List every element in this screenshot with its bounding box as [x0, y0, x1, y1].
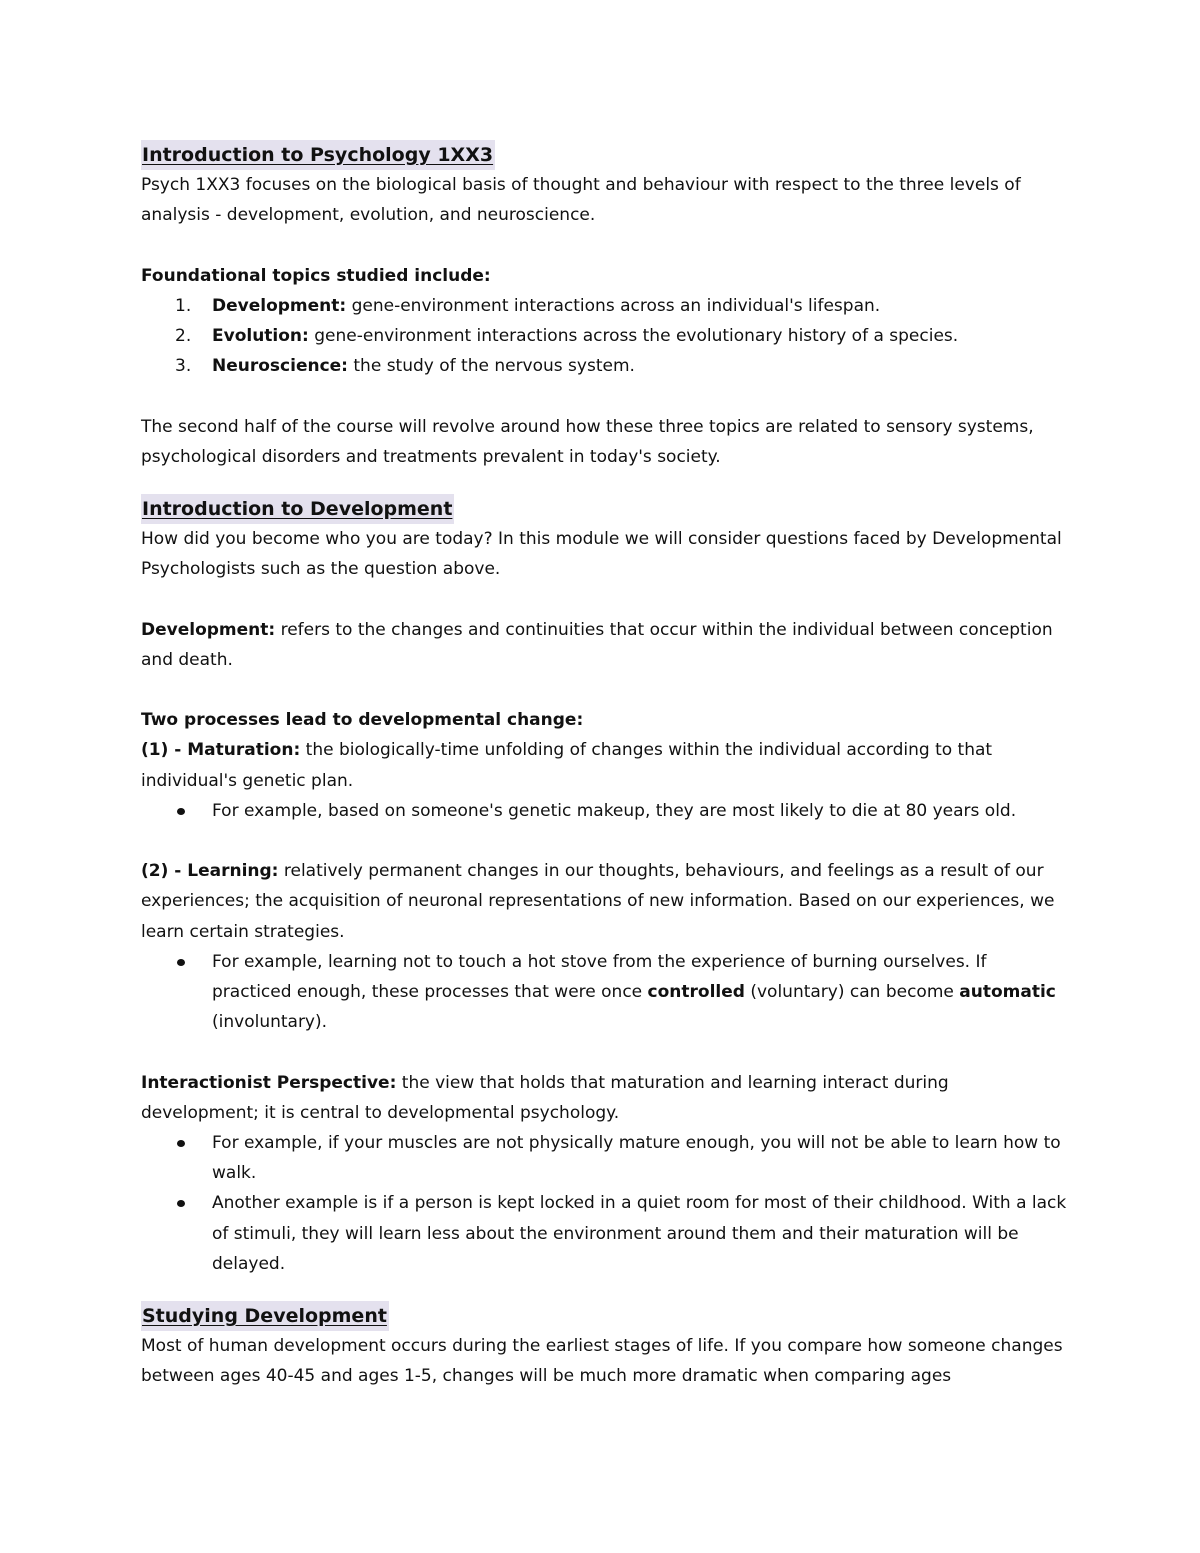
bullet-icon — [177, 808, 185, 815]
bullet-text: Another example is if a person is kept locked in a quiet room for most of their childhood. With a lack of stimuli, they will learn less about the environment around them and their maturation will be delayed. — [212, 1193, 1067, 1274]
processes-label — [141, 705, 1071, 735]
maturation-text: the biologically-time unfolding of changes within the individual according to that individual's genetic plan. — [141, 740, 993, 791]
spacer — [141, 1037, 1071, 1067]
topics-list — [141, 291, 1071, 382]
topic-item — [141, 321, 1071, 351]
development-definition — [141, 615, 1071, 675]
spacer — [141, 675, 1071, 705]
topic-text: gene-environment interactions across the evolutionary history of a species. — [308, 326, 959, 346]
topic-number: 1. — [175, 295, 192, 316]
bullet-item — [141, 1188, 1071, 1279]
topic-text: gene-environment interactions across an individual's lifespan. — [346, 295, 881, 316]
spacer — [141, 1279, 1071, 1301]
topic-term: Evolution: — [212, 326, 309, 346]
document-body — [141, 140, 1071, 1391]
maturation-definition — [141, 735, 1071, 795]
topic-item — [141, 351, 1071, 381]
definition-text: refers to the changes and continuities that occur within the individual between conception and death. — [141, 619, 1053, 670]
section-heading-wrap — [141, 140, 1071, 170]
topic-item — [141, 291, 1071, 321]
interactionist-term: Interactionist Perspective: — [141, 1072, 397, 1093]
bullet-item — [141, 947, 1071, 1038]
section-heading-wrap — [141, 494, 1071, 524]
bullet-bold-term: controlled — [647, 982, 745, 1002]
interactionist-examples — [141, 1128, 1071, 1279]
learning-examples — [141, 947, 1071, 1038]
topic-number: 2. — [175, 326, 192, 346]
course-closing-paragraph: The second half of the course will revolve around how these three topics are related to sensory systems, psychological disorders and treatments prevalent in today's society. — [141, 416, 1034, 467]
spacer — [141, 381, 1071, 411]
learning-text: relatively permanent changes in our thoughts, behaviours, and feelings as a result of our experiences; the acquisition of neuronal representations of new information. Based on our experiences, we learn certain strategies. — [141, 861, 1055, 942]
section-heading-development: Introduction to Development — [141, 494, 454, 524]
bullet-text: (voluntary) can become — [744, 982, 960, 1002]
section-heading-wrap — [141, 1301, 1071, 1331]
section-heading-studying-development: Studying Development — [141, 1301, 389, 1331]
bullet-icon — [177, 959, 185, 966]
interactionist-definition — [141, 1068, 1071, 1128]
studying-intro-paragraph: Most of human development occurs during the earliest stages of life. If you compare how someone changes between ages 40-45 and ages 1-5, changes will be much more dramatic when comparing ages — [141, 1336, 1063, 1387]
bullet-text: For example, if your muscles are not physically mature enough, you will not be able to learn how to walk. — [212, 1133, 1061, 1184]
topic-text: the study of the nervous system. — [347, 356, 635, 377]
bullet-text: For example, learning not to touch a hot stove from the experience of burning ourselves. If practiced enough, these processes that were once — [212, 951, 987, 1002]
learning-definition — [141, 856, 1071, 947]
maturation-term: (1) - Maturation: — [141, 740, 301, 761]
spacer — [141, 472, 1071, 494]
section-heading-psychology: Introduction to Psychology 1XX3 — [141, 140, 495, 170]
development-intro-paragraph: How did you become who you are today? In this module we will consider questions faced by Developmental Psychologists such as the question above. — [141, 529, 1062, 580]
topics-label-text: Foundational topics studied include: — [141, 265, 491, 286]
topic-term: Neuroscience: — [212, 356, 348, 377]
definition-term: Development: — [141, 619, 276, 640]
bullet-icon — [177, 1200, 185, 1207]
topic-number: 3. — [175, 356, 192, 377]
bullet-icon — [177, 1140, 185, 1147]
bullet-bold-term: automatic — [959, 982, 1056, 1002]
bullet-item — [141, 1128, 1071, 1188]
processes-label-text: Two processes lead to developmental change: — [141, 710, 584, 731]
bullet-text: (involuntary). — [212, 1012, 328, 1033]
spacer — [141, 230, 1071, 260]
learning-term: (2) - Learning: — [141, 861, 279, 882]
maturation-examples — [141, 796, 1071, 826]
topic-term: Development: — [212, 295, 347, 316]
course-intro-paragraph: Psych 1XX3 focuses on the biological basis of thought and behaviour with respect to the three levels of analysis - development, evolution, and neuroscience. — [141, 175, 1021, 226]
bullet-item — [141, 796, 1071, 826]
spacer — [141, 826, 1071, 856]
topics-label — [141, 261, 1071, 291]
spacer — [141, 584, 1071, 614]
interactionist-text: the view that holds that maturation and learning interact during development; it is central to developmental psychology. — [141, 1072, 949, 1123]
bullet-text: For example, based on someone's genetic makeup, they are most likely to die at 80 years old. — [212, 800, 1017, 821]
